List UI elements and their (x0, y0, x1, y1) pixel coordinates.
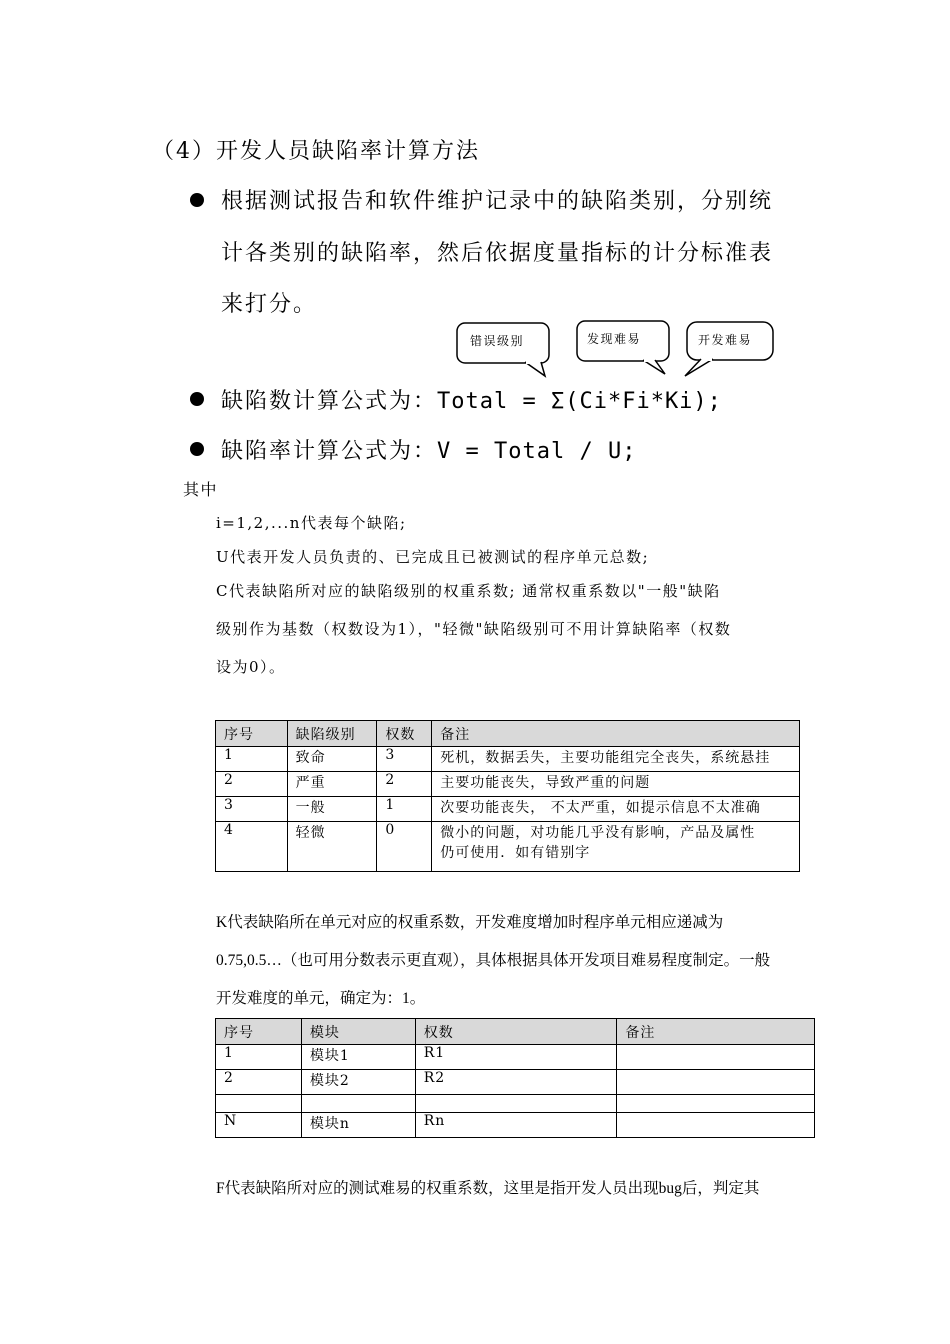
table-cell: 2 (216, 772, 288, 797)
rate-formula: V = Total / U; (437, 439, 637, 464)
table-cell (216, 1095, 302, 1113)
f-paragraph: F代表缺陷所对应的测试难易的权重系数，这里是指开发人员出现bug后，判定其 (216, 1180, 760, 1197)
table-cell: R2 (415, 1070, 617, 1095)
bullet-1-line-2: 计各类别的缺陷率，然后依据度量指标的计分标准表 (221, 241, 774, 266)
table-cell (301, 1095, 415, 1113)
table-cell: 一般 (287, 797, 377, 822)
table-header-row (216, 721, 800, 747)
table-cell: 1 (216, 747, 288, 772)
table-cell (617, 1070, 815, 1095)
k-paragraph-line-2: 0.75,0.5…（也可用分数表示更直观），具体根据具体开发项目难易程度制定。一般 (216, 952, 771, 969)
header-cell: 权数 (377, 721, 432, 747)
table-cell (415, 1095, 617, 1113)
bullet-1-line-1: 根据测试报告和软件维护记录中的缺陷类别，分别统 (221, 189, 774, 214)
formula-label: 缺陷数计算公式为： (221, 389, 438, 414)
remark-line-1: 微小的问题，对功能几乎没有影响，产品及属性 (440, 825, 756, 841)
header-cell: 缺陷级别 (287, 721, 377, 747)
k-paragraph-line-1: K代表缺陷所在单元对应的权重系数，开发难度增加时程序单元相应递减为 (216, 914, 724, 931)
table-cell: 3 (377, 747, 432, 772)
table-cell: Rn (415, 1113, 617, 1138)
table-cell: 模块2 (301, 1070, 415, 1095)
bullet-2 (221, 384, 722, 415)
table-cell: 死机，数据丢失，主要功能组完全丧失，系统悬挂 (432, 747, 800, 772)
header-cell: 备注 (432, 721, 800, 747)
table-cell: N (216, 1113, 302, 1138)
table-cell: 次要功能丧失， 不太严重，如提示信息不太准确 (432, 797, 800, 822)
definition-c-line-2: 级别作为基数（权数设为1），"轻微"缺陷级别可不用计算缺陷率（权数 (216, 620, 732, 638)
callout-dev-difficulty: 开发难易 (698, 333, 753, 347)
table-row (216, 772, 800, 797)
callout-detect-difficulty-shape (577, 321, 669, 374)
table-row (216, 747, 800, 772)
table-cell (617, 1113, 815, 1138)
header-cell: 模块 (301, 1019, 415, 1045)
definition-c-line-3: 设为0）。 (216, 658, 286, 676)
remark-line-2: 仍可使用．如有错别字 (440, 845, 591, 861)
table-row (216, 1095, 815, 1113)
table-cell: 0 (377, 822, 432, 872)
header-cell: 权数 (415, 1019, 617, 1045)
k-paragraph-line-3: 开发难度的单元，确定为：1。 (216, 990, 426, 1007)
table-row (216, 1045, 815, 1070)
table-cell: 模块1 (301, 1045, 415, 1070)
table-cell: 严重 (287, 772, 377, 797)
callout-error-level: 错误级别 (470, 334, 525, 348)
callout-shapes (455, 318, 785, 380)
table-cell: R1 (415, 1045, 617, 1070)
table-cell: 1 (216, 1045, 302, 1070)
header-cell: 序号 (216, 1019, 302, 1045)
table-cell: 4 (216, 822, 288, 872)
formula-label: 缺陷率计算公式为： (221, 439, 438, 464)
definition-u: U代表开发人员负责的、已完成且已被测试的程序单元总数; (216, 548, 650, 566)
table-cell: 主要功能丧失，导致严重的问题 (432, 772, 800, 797)
bullet-1-line-3: 来打分。 (221, 292, 318, 317)
defect-level-table (215, 720, 800, 872)
table-cell (617, 1045, 815, 1070)
table-row (216, 1113, 815, 1138)
table-cell: 模块n (301, 1113, 415, 1138)
table-cell: 3 (216, 797, 288, 822)
module-weight-table (215, 1018, 815, 1138)
table-row (216, 1070, 815, 1095)
bullet-dot (190, 442, 204, 456)
table-cell: 致命 (287, 747, 377, 772)
table-cell: 轻微 (287, 822, 377, 872)
table-cell: 2 (377, 772, 432, 797)
table-row (216, 822, 800, 872)
table-cell (432, 822, 800, 872)
table-cell: 1 (377, 797, 432, 822)
bullet-dot (190, 193, 204, 207)
definition-i: i=1,2,...n代表每个缺陷; (216, 514, 407, 532)
definition-c-line-1: C代表缺陷所对应的缺陷级别的权重系数; 通常权重系数以"一般"缺陷 (216, 582, 721, 600)
callout-detect-difficulty: 发现难易 (587, 332, 642, 346)
table-header-row (216, 1019, 815, 1045)
section-heading: （4）开发人员缺陷率计算方法 (152, 139, 480, 164)
bullet-3 (221, 434, 636, 465)
table-cell: 2 (216, 1070, 302, 1095)
bullet-dot (190, 392, 204, 406)
total-formula: Total = Σ(Ci*Fi*Ki); (437, 389, 722, 414)
header-cell: 序号 (216, 721, 288, 747)
header-cell: 备注 (617, 1019, 815, 1045)
callout-error-level-shape (457, 323, 549, 376)
table-cell (617, 1095, 815, 1113)
table-row (216, 797, 800, 822)
where-label: 其中 (183, 480, 219, 499)
